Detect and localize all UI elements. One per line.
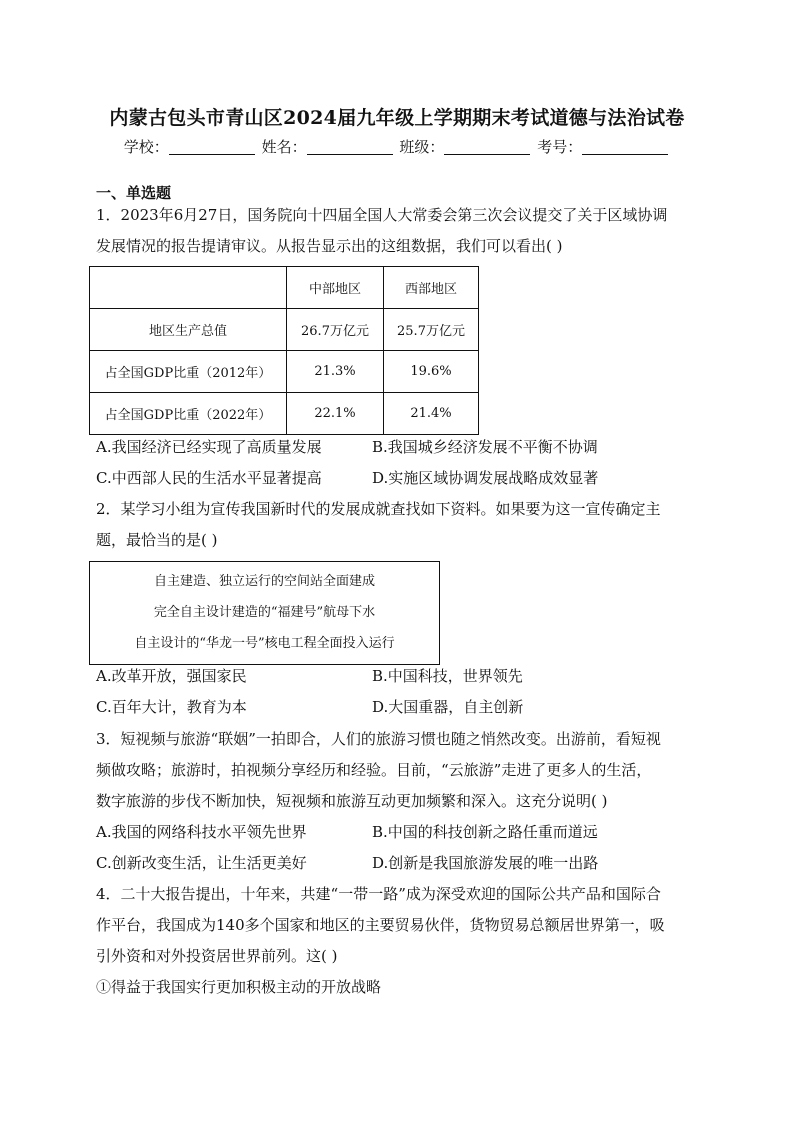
table-cell: 占全国GDP比重（2012年） bbox=[90, 351, 287, 393]
q4-stem-line: 作平台，我国成为140多个国家和地区的主要贸易伙伴，货物贸易总额居世界第一，吸 bbox=[96, 916, 665, 934]
q3-option-d[interactable]: D.创新是我国旅游发展的唯一出路 bbox=[372, 854, 599, 872]
table-header-row bbox=[90, 267, 479, 309]
table-row bbox=[90, 393, 479, 435]
table-row bbox=[90, 309, 479, 351]
table-cell: 26.7万亿元 bbox=[287, 309, 384, 351]
school-label: 学校： bbox=[123, 138, 169, 156]
table-cell: 地区生产总值 bbox=[90, 309, 287, 351]
q2-material-box bbox=[89, 561, 440, 665]
q2-option-b[interactable]: B.中国科技，世界领先 bbox=[372, 667, 523, 685]
q3-stem-line: 频做攻略；旅游时，拍视频分享经历和经验。目前，“云旅游”走进了更多人的生活， bbox=[96, 761, 652, 779]
q2-material-line: 自主设计的“华龙一号”核电工程全面投入运行 bbox=[134, 636, 395, 651]
table-header-cell: 中部地区 bbox=[287, 267, 384, 309]
q1-stem-line: 发展情况的报告提请审议。从报告显示出的这组数据，我们可以看出( ) bbox=[96, 237, 563, 255]
name-label: 姓名： bbox=[261, 138, 307, 156]
table-cell: 25.7万亿元 bbox=[384, 309, 479, 351]
q3-stem-line: 数字旅游的步伐不断加快，短视频和旅游互动更加频繁和深入。这充分说明( ) bbox=[96, 792, 608, 810]
name-blank[interactable] bbox=[307, 140, 393, 155]
table-cell: 19.6% bbox=[384, 351, 479, 393]
q2-material-line: 自主建造、独立运行的空间站全面建成 bbox=[153, 574, 375, 589]
table-row bbox=[90, 351, 479, 393]
q1-stem-line: 1．2023年6月27日，国务院向十四届全国人大常委会第三次会议提交了关于区域协调 bbox=[96, 206, 668, 224]
table-cell: 22.1% bbox=[287, 393, 384, 435]
exam-number-blank[interactable] bbox=[582, 140, 668, 155]
q1-option-a[interactable]: A.我国经济已经实现了高质量发展 bbox=[96, 438, 322, 456]
q2-option-c[interactable]: C.百年大计，教育为本 bbox=[96, 698, 247, 716]
table-cell: 占全国GDP比重（2022年） bbox=[90, 393, 287, 435]
q1-data-table bbox=[89, 266, 479, 435]
q4-stem-line: 4．二十大报告提出，十年来，共建“一带一路”成为深受欢迎的国际公共产品和国际合 bbox=[96, 885, 661, 903]
table-header-cell: 西部地区 bbox=[384, 267, 479, 309]
table-cell: 21.3% bbox=[287, 351, 384, 393]
student-info-row bbox=[0, 136, 794, 157]
q3-option-a[interactable]: A.我国的网络科技水平领先世界 bbox=[96, 823, 307, 841]
page-title: 内蒙古包头市青山区2024届九年级上学期期末考试道德与法治试卷 bbox=[109, 107, 685, 129]
q2-stem-line: 题，最恰当的是( ) bbox=[96, 531, 218, 549]
q3-stem-line: 3．短视频与旅游“联姻”一拍即合，人们的旅游习惯也随之悄然改变。出游前，看短视 bbox=[96, 730, 661, 748]
q3-option-b[interactable]: B.中国的科技创新之路任重而道远 bbox=[372, 823, 598, 841]
q2-material-line: 完全自主设计建造的“福建号”航母下水 bbox=[153, 605, 376, 620]
q1-option-d[interactable]: D.实施区域协调发展战略成效显著 bbox=[372, 469, 599, 487]
class-blank[interactable] bbox=[444, 140, 530, 155]
q2-option-d[interactable]: D.大国重器，自主创新 bbox=[372, 698, 524, 716]
table-cell: 21.4% bbox=[384, 393, 479, 435]
q1-option-b[interactable]: B.我国城乡经济发展不平衡不协调 bbox=[372, 438, 598, 456]
school-blank[interactable] bbox=[169, 140, 255, 155]
q4-statement-1: ①得益于我国实行更加积极主动的开放战略 bbox=[96, 978, 382, 996]
q4-stem-line: 引外资和对外投资居世界前列。这( ) bbox=[96, 947, 338, 965]
section-heading: 一、单选题 bbox=[96, 184, 172, 202]
class-label: 班级： bbox=[399, 138, 445, 156]
exam-number-label: 考号： bbox=[537, 138, 583, 156]
q1-option-c[interactable]: C.中西部人民的生活水平显著提高 bbox=[96, 469, 322, 487]
q2-option-a[interactable]: A.改革开放，强国家民 bbox=[96, 667, 247, 685]
q3-option-c[interactable]: C.创新改变生活，让生活更美好 bbox=[96, 854, 307, 872]
table-header-cell bbox=[90, 267, 287, 309]
q2-stem-line: 2．某学习小组为宣传我国新时代的发展成就查找如下资料。如果要为这一宣传确定主 bbox=[96, 500, 661, 518]
